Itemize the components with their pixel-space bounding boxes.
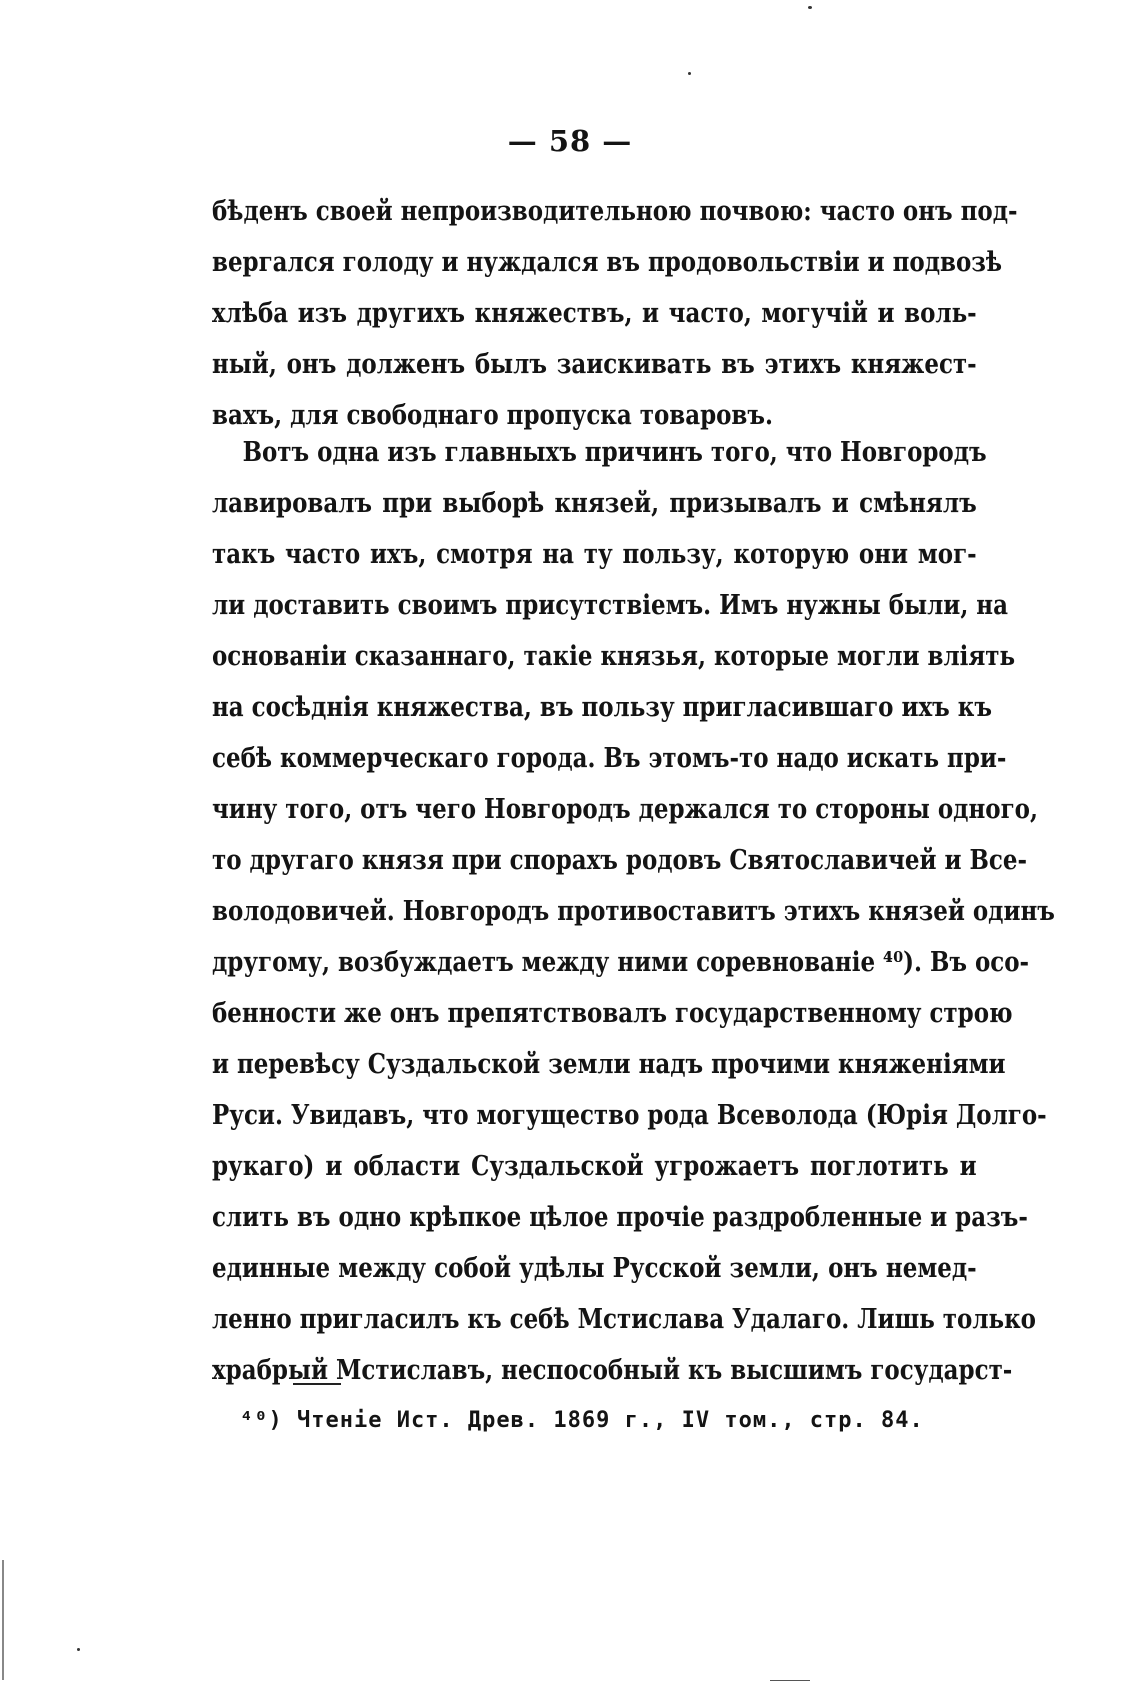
paragraph-1 — [212, 186, 1018, 441]
text-line: чину того, отъ чего Новгородъ держался то стороны одного, — [212, 794, 1038, 825]
text-line: ный, онъ долженъ былъ заискивать въ этихъ княжест- — [212, 349, 977, 380]
scan-speck — [808, 6, 812, 9]
footnote: ⁴⁰) Чтеніе Ист. Древ. 1869 г., IV том., стр. 84. — [240, 1408, 924, 1433]
scan-speck — [2, 1560, 4, 1680]
text-line: такъ часто ихъ, смотря на ту пользу, которую они мог- — [212, 539, 977, 570]
text-line: Руси. Увидавъ, что могущество рода Всеволода (Юрія Долго- — [212, 1100, 1047, 1131]
paragraph-2 — [212, 427, 1055, 1396]
footnote-divider — [293, 1383, 341, 1385]
text-line: володовичей. Новгородъ противоставитъ этихъ князей одинъ — [212, 896, 1055, 927]
text-line: рукаго) и области Суздальской угрожаетъ поглотить и — [212, 1151, 977, 1182]
text-line: основаніи сказаннаго, такіе князья, которые могли влiять — [212, 641, 1016, 672]
text-line: себѣ коммерческаго города. Въ этомъ-то надо искать при- — [212, 743, 1007, 774]
text-line: вергался голоду и нуждался въ продовольствіи и подвозѣ — [212, 247, 1003, 278]
text-line: Вотъ одна изъ главныхъ причинъ того, что Новгородъ — [242, 437, 987, 468]
text-line: слить въ одно крѣпкое цѣлое прочіе раздробленные и разъ- — [212, 1202, 1028, 1233]
scan-speck — [688, 72, 691, 75]
text-line: лавировалъ при выборѣ князей, призывалъ и смѣнялъ — [212, 488, 977, 519]
scan-speck — [77, 1648, 80, 1651]
text-line: на сосѣднія княжества, въ пользу пригласившаго ихъ къ — [212, 692, 992, 723]
text-line: и перевѣсу Суздальской земли надъ прочими княженіями — [212, 1049, 1006, 1080]
text-line: бѣденъ своей непроизводительною почвою: часто онъ под- — [212, 196, 1018, 227]
text-line: то другаго князя при спорахъ родовъ Святославичей и Все- — [212, 845, 1028, 876]
bottom-divider — [770, 1680, 810, 1681]
text-line: ли доставить своимъ присутствіемъ. Имъ нужны были, на — [212, 590, 1008, 621]
text-line: единные между собой удѣлы Русской земли, онъ немед- — [212, 1253, 977, 1284]
text-line: вахъ, для свободнаго пропуска товаровъ. — [212, 400, 773, 431]
text-line: хлѣба изъ другихъ княжествъ, и часто, могучій и воль- — [212, 298, 977, 329]
text-line: ленно пригласилъ къ себѣ Мстислава Удалаго. Лишь только — [212, 1304, 1036, 1335]
text-line: другому, возбуждаетъ между ними соревнованіе ⁴⁰). Въ осо- — [212, 947, 1030, 978]
text-line: бенности же онъ препятствовалъ государственному строю — [212, 998, 1013, 1029]
text-line: храбрый Мстиславъ, неспособный къ высшимъ государст- — [212, 1355, 1013, 1386]
page-number: — 58 — — [507, 124, 633, 158]
